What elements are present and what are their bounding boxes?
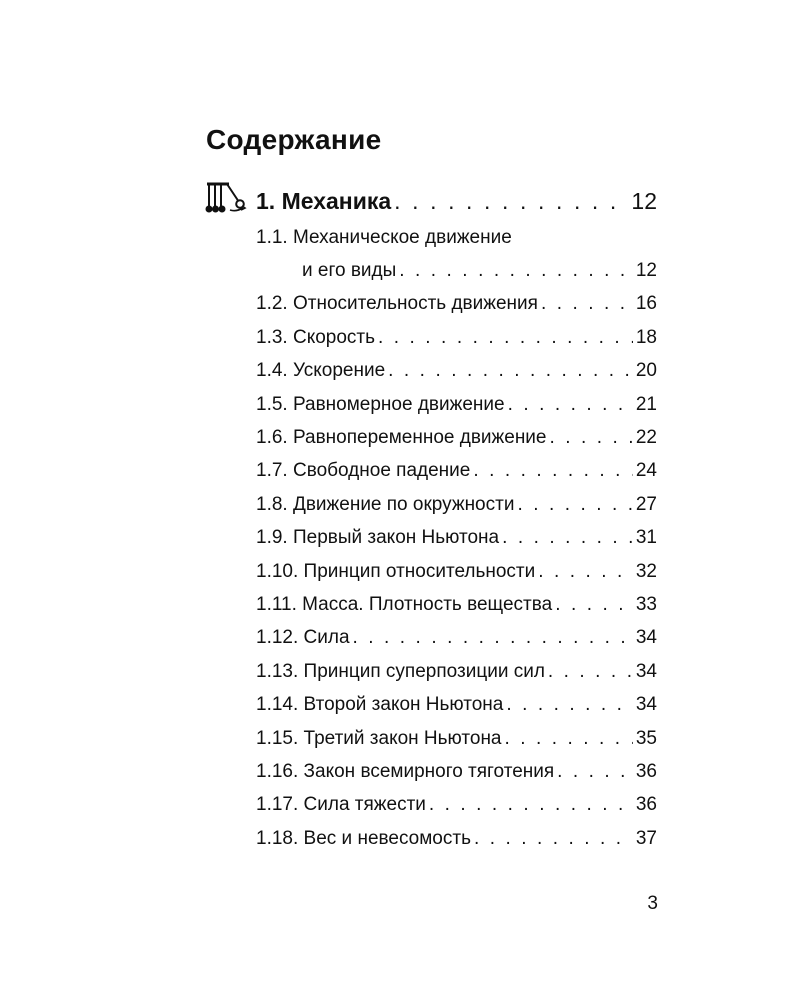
- dot-leader: [378, 327, 633, 349]
- dot-leader: [506, 694, 632, 716]
- toc-entry[interactable]: [256, 455, 657, 488]
- toc-entry-title: 1.16. Закон всемирного тяготения: [256, 760, 555, 782]
- toc-entry[interactable]: [256, 388, 657, 421]
- toc-entry[interactable]: [256, 321, 657, 354]
- toc-entry-page: 34: [635, 694, 657, 716]
- toc-entry-title: 1.5. Равномерное движение: [256, 393, 505, 415]
- toc-entry-page: 32: [635, 560, 657, 582]
- toc-entry-page: 33: [635, 593, 657, 615]
- toc-entry-title: 1.17. Сила тяжести: [256, 794, 426, 816]
- chapter-page-number: 12: [631, 188, 657, 214]
- toc-entry-page: 12: [635, 260, 657, 282]
- dot-leader: [550, 427, 633, 449]
- toc-entry-title: 1.14. Второй закон Ньютона: [256, 694, 504, 716]
- toc-entry-title: 1.11. Масса. Плотность вещества: [256, 593, 553, 615]
- dot-leader: [548, 661, 633, 683]
- toc-entry-title: 1.12. Сила: [256, 627, 350, 649]
- toc-entry-title: 1.10. Принцип относительности: [256, 560, 536, 582]
- toc-entry[interactable]: [256, 655, 657, 688]
- toc-entry-title: 1.4. Ускорение: [256, 360, 386, 382]
- toc-entry-page: 21: [635, 393, 657, 415]
- toc-entry-page: 36: [635, 794, 657, 816]
- toc-entry[interactable]: [256, 288, 657, 321]
- dot-leader: [555, 594, 633, 616]
- toc-entry-page: 36: [635, 760, 657, 782]
- toc-entry[interactable]: [256, 421, 657, 454]
- dot-leader: [508, 394, 633, 416]
- toc-entry-page: 22: [635, 427, 657, 449]
- dot-leader: [538, 561, 633, 583]
- dot-leader: [502, 527, 633, 549]
- toc-entry[interactable]: [256, 522, 657, 555]
- toc-entry-title: и его виды: [302, 260, 397, 282]
- toc-entry-title: 1.9. Первый закон Ньютона: [256, 527, 500, 549]
- pendulum-cradle-icon: [203, 180, 249, 216]
- toc-entry[interactable]: [256, 688, 657, 721]
- toc-entry-title: 1.6. Равнопеременное движение: [256, 427, 547, 449]
- toc-entry-page: 34: [635, 627, 657, 649]
- toc-entry[interactable]: [256, 722, 657, 755]
- toc-entry-title: 1.18. Вес и невесомость: [256, 827, 471, 849]
- dot-leader: [474, 828, 633, 850]
- dot-leader: [429, 794, 633, 816]
- dot-leader: [394, 188, 628, 215]
- toc-entry-page: 37: [635, 827, 657, 849]
- toc-entry[interactable]: [256, 822, 657, 855]
- toc-entry-title: 1.7. Свободное падение: [256, 460, 471, 482]
- toc-entry-page: 31: [635, 527, 657, 549]
- dot-leader: [541, 293, 633, 315]
- toc-entry[interactable]: [256, 221, 657, 254]
- toc-entry-title: 1.1. Механическое движение: [256, 226, 512, 248]
- dot-leader: [353, 627, 633, 649]
- toc-entry[interactable]: [256, 254, 657, 287]
- toc-entry-title: 1.15. Третий закон Ньютона: [256, 727, 502, 749]
- toc-entry-title: 1.2. Относительность движения: [256, 293, 538, 315]
- toc-entry[interactable]: [256, 622, 657, 655]
- toc-entry[interactable]: [256, 488, 657, 521]
- toc-entry-page: 35: [635, 727, 657, 749]
- toc-entry-title: 1.3. Скорость: [256, 326, 376, 348]
- toc-entry[interactable]: [256, 789, 657, 822]
- toc-chapter-row[interactable]: [256, 188, 657, 220]
- dot-leader: [557, 761, 633, 783]
- page-number: 3: [647, 893, 658, 914]
- dot-leader: [505, 728, 633, 750]
- toc-entry-title: 1.8. Движение по окружности: [256, 493, 515, 515]
- toc-entry[interactable]: [256, 588, 657, 621]
- toc-entry[interactable]: [256, 755, 657, 788]
- dot-leader: [388, 360, 633, 382]
- toc-entry-page: 18: [635, 326, 657, 348]
- dot-leader: [399, 260, 633, 282]
- toc-entry-page: 24: [635, 460, 657, 482]
- toc-entry[interactable]: [256, 355, 657, 388]
- toc-entry-page: 20: [635, 360, 657, 382]
- toc-entry[interactable]: [256, 555, 657, 588]
- toc-entry-title: 1.13. Принцип суперпозиции сил: [256, 660, 545, 682]
- dot-leader: [517, 494, 632, 516]
- toc-entry-page: 16: [635, 293, 657, 315]
- toc-entry-page: 27: [635, 493, 657, 515]
- toc-list: [256, 221, 657, 855]
- toc-entry-page: 34: [635, 660, 657, 682]
- page-title: Содержание: [206, 124, 382, 155]
- chapter-title: 1. Механика: [256, 188, 392, 214]
- dot-leader: [473, 460, 633, 482]
